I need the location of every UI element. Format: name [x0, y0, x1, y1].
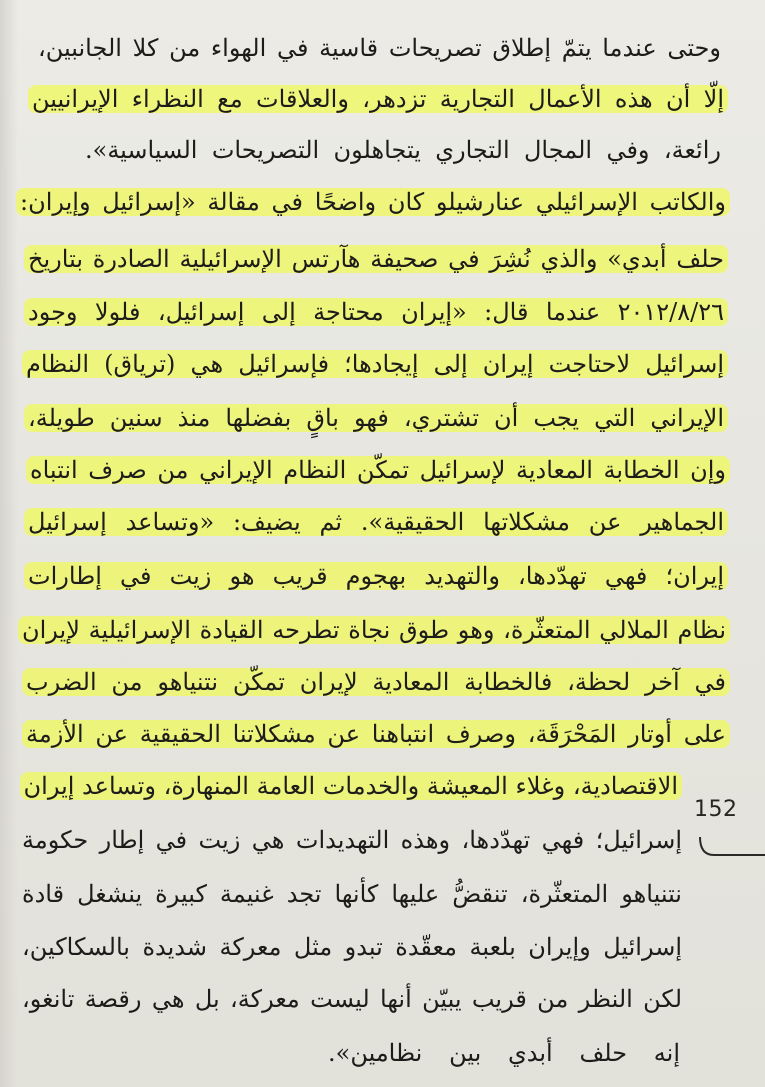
page-number: 152	[694, 797, 738, 822]
text-line-highlighted: الاقتصادية، وغلاء المعيشة والخدمات العامة المنهارة، وتساعد إيران	[24, 766, 682, 806]
text-line: إنه حلف أبدي بين نظامين».	[328, 1039, 680, 1067]
text-line: نتنياهو المتعثّرة، تنقضُّ عليها كأنها تجد غنيمة كبيرة ينشغل قادة	[22, 880, 682, 908]
text-line: وحتى عندما يتمّ إطلاق تصريحات قاسية في الهواء من كلا الجانبين،	[38, 34, 721, 62]
text-line-highlighted: على أوتار المَحْرَقَة، وصرف انتباهنا عن مشكلاتنا الحقيقية عن الأزمة	[22, 714, 730, 754]
text-line-highlighted: ٢٠١٢/٨/٢٦ عندما قال: «إيران محتاجة إلى إسرائيل، فلولا وجود	[24, 292, 728, 332]
text-line-highlighted: إسرائيل لاحتاجت إيران إلى إيجادها؛ فإسرائيل هي (ترياق) النظام	[22, 344, 728, 384]
text-line-highlighted: الجماهير عن مشكلاتها الحقيقية». ثم يضيف: «وتساعد إسرائيل	[24, 502, 728, 542]
text-line: إسرائيل؛ فهي تهدّدها، وهذه التهديدات هي زيت في إطار حكومة	[22, 826, 682, 854]
text-line-highlighted: وإن الخطابة المعادية لإسرائيل تمكّن النظام الإيراني من صرف انتباه	[26, 450, 730, 490]
text-line-highlighted: نظام الملالي المتعثّرة، وهو طوق نجاة تطرحه القيادة الإسرائيلية لإيران	[18, 610, 730, 650]
text-line: لكن النظر من قريب يبيّن أنها ليست معركة، بل هي رقصة تانغو،	[22, 985, 683, 1013]
text-line-highlighted: إلّا أن هذه الأعمال التجارية تزدهر، والعلاقات مع النظراء الإيرانيين	[28, 79, 728, 119]
page-number-bracket-ornament	[698, 835, 765, 859]
text-line-highlighted: في آخر لحظة، فالخطابة المعادية لإيران تمكّن نتنياهو من الضرب	[22, 662, 730, 702]
text-line-highlighted: إيران؛ فهي تهدّدها، والتهديد بهجوم قريب هو زيت في إطارات	[24, 556, 728, 596]
text-line-highlighted: حلف أبدي» والذي نُشِرَ في صحيفة هآرتس الإسرائيلية الصادرة بتاريخ	[24, 239, 728, 279]
text-line: إسرائيل وإيران بلعبة معقّدة تبدو مثل معركة شديدة بالسكاكين،	[22, 933, 682, 961]
text-line-highlighted: والكاتب الإسرائيلي عنارشيلو كان واضحًا في مقالة «إسرائيل وإيران:	[16, 182, 730, 222]
text-line: رائعة، وفي المجال التجاري يتجاهلون التصريحات السياسية».	[85, 136, 721, 164]
text-line-highlighted: الإيراني التي يجب أن تشتري، فهو باقٍ بفضلها منذ سنين طويلة،	[24, 398, 728, 438]
